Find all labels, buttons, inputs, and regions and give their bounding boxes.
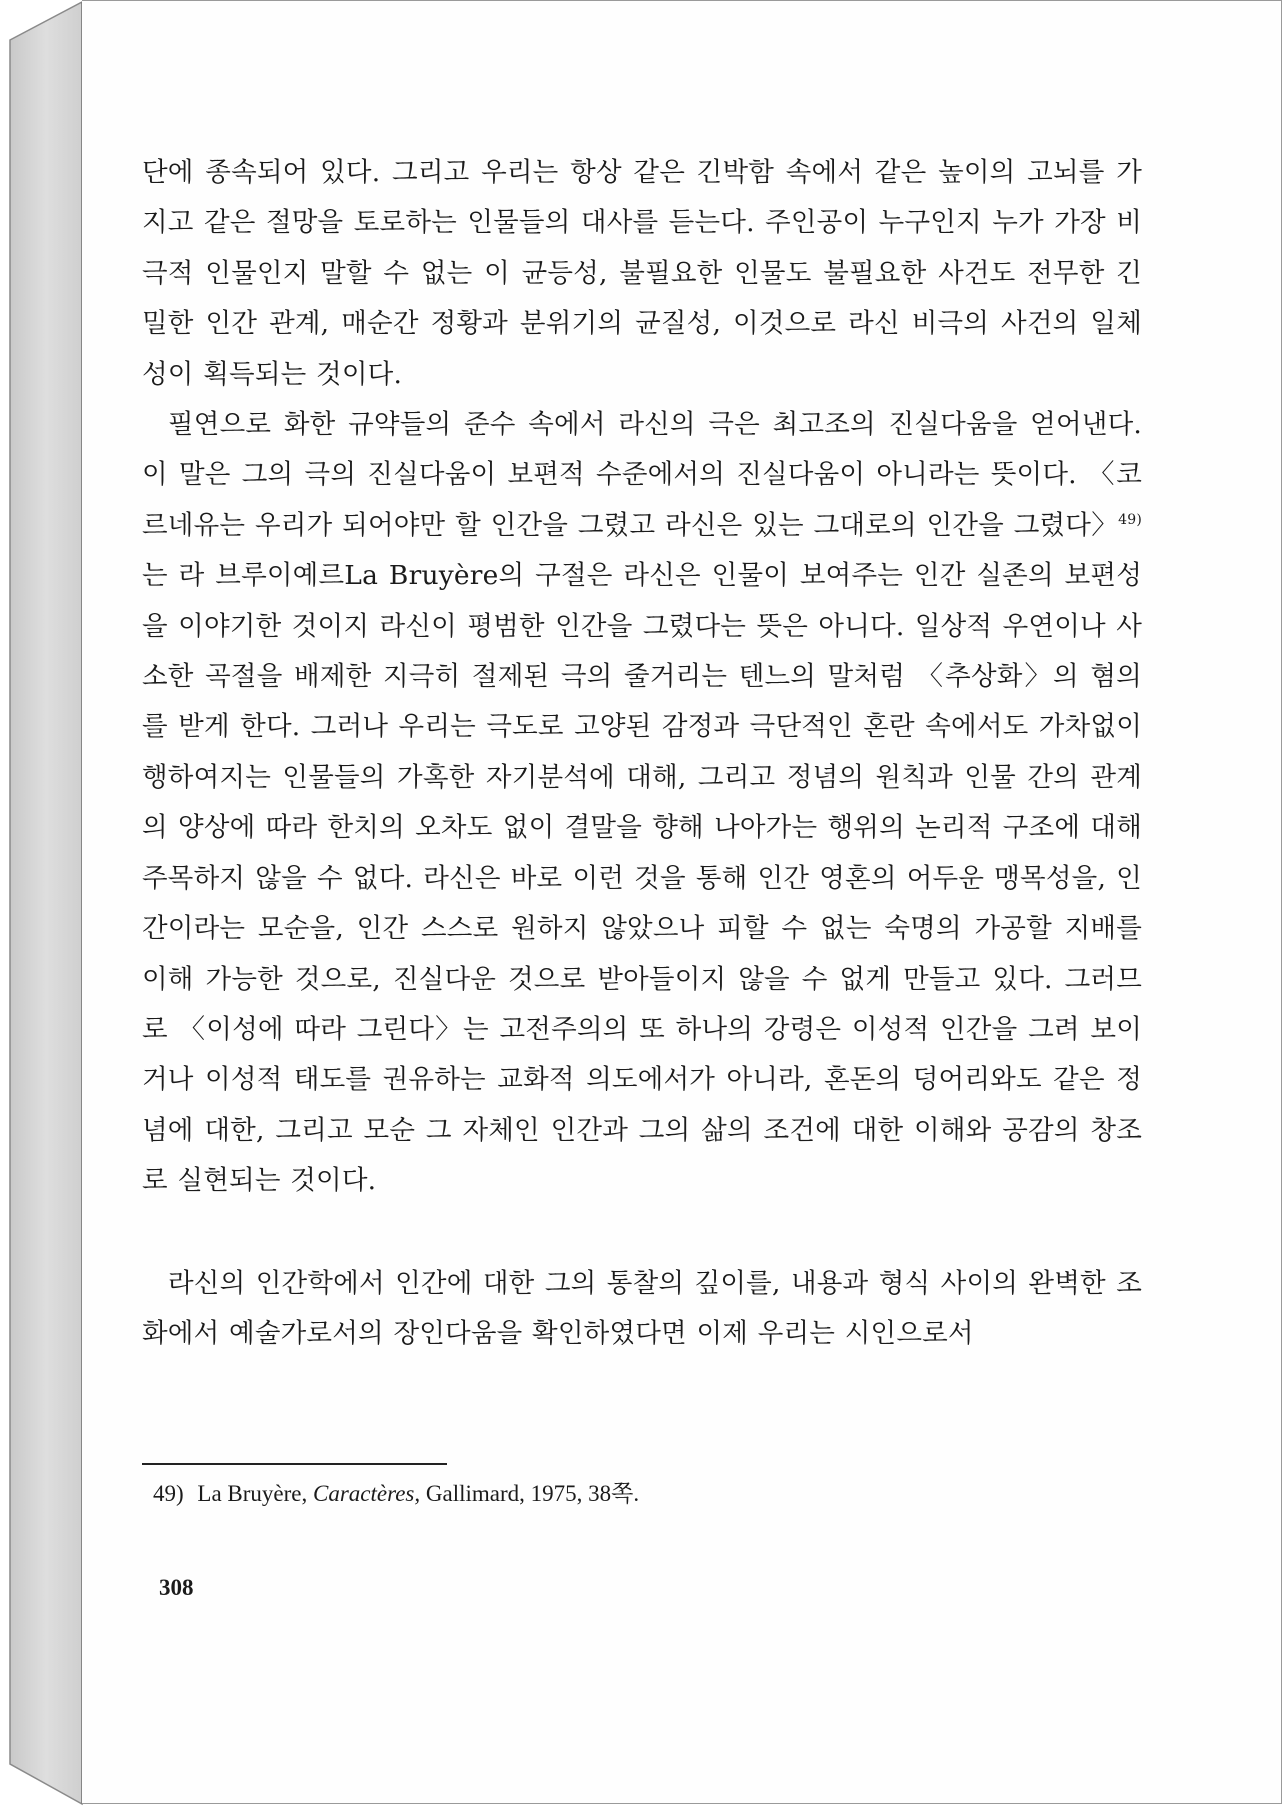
- section-gap: [142, 1207, 1142, 1259]
- footnote-author: La Bruyère,: [197, 1481, 308, 1506]
- paragraph-3: 라신의 인간학에서 인간에 대한 그의 통찰의 깊이를, 내용과 형식 사이의 완벽한 조화에서 예술가로서의 장인다움을 확인하였다면 이제 우리는 시인으로서: [142, 1267, 1142, 1349]
- body-text: [142, 148, 1142, 1359]
- footnote: [153, 1478, 1053, 1510]
- paragraph-2: [142, 400, 1142, 1207]
- footnote-details: Gallimard, 1975, 38쪽.: [425, 1481, 640, 1506]
- footnote-reference: 49): [1118, 512, 1142, 529]
- footnote-number: 49): [153, 1481, 184, 1506]
- page-number: 308: [159, 1575, 194, 1600]
- paragraph-1: 단에 종속되어 있다. 그리고 우리는 항상 같은 긴박함 속에서 같은 높이의 고뇌를 가지고 같은 절망을 토로하는 인물들의 대사를 듣는다. 주인공이 누구인지 누가 가장 비극적 인물인지 말할 수 없는 이 균등성, 불필요한 인물도 불필요한 사건도 전무한 긴밀한 인간 관계, 매순간 정황과 분위기의 균질성, 이것으로 라신 비극의 사건의 일체성이 획득되는 것이다.: [142, 157, 1142, 390]
- footnote-divider: [142, 1463, 447, 1465]
- footnote-title: Caractères,: [313, 1481, 421, 1506]
- paragraph-2-text-after-ref: 는 라 브루이예르La Bruyère의 구절은 라신은 인물이 보여주는 인간 실존의 보편성을 이야기한 것이지 라신이 평범한 인간을 그렸다는 뜻은 아니다. 일상적 우연이나 사소한 곡절을 배제한 지극히 절제된 극의 줄거리는 텐느의 말처럼 〈추상화〉의 혐의를 받게 한다. 그러나 우리는 극도로 고양된 감정과 극단적인 혼란 속에서도 가차없이 행하여지는 인물들의 가혹한 자기분석에 대해, 그리고 정념의 원칙과 인물 간의 관계의 양상에 따라 한치의 오차도 없이 결말을 향해 나아가는 행위의 논리적 구조에 대해 주목하지 않을 수 없다. 라신은 바로 이런 것을 통해 인간 영혼의 어두운 맹목성을, 인간이라는 모순을, 인간 스스로 원하지 않았으나 피할 수 없는 숙명의 가공할 지배를 이해 가능한 것으로, 진실다운 것으로 받아들이지 않을 수 없게 만들고 있다. 그러므로 〈이성에 따라 그린다〉는 고전주의의 또 하나의 강령은 이성적 인간을 그려 보이거나 이성적 태도를 권유하는 교화적 의도에서가 아니라, 혼돈의 덩어리와도 같은 정념에 대한, 그리고 모순 그 자체인 인간과 그의 삶의 조건에 대한 이해와 공감의 창조로 실현되는 것이다.: [142, 560, 1142, 1197]
- paragraph-2-text-before-ref: 필연으로 화한 규약들의 준수 속에서 라신의 극은 최고조의 진실다움을 얻어낸다. 이 말은 그의 극의 진실다움이 보편적 수준에서의 진실다움이 아니라는 뜻이다. 〈코르네유는 우리가 되어야만 할 인간을 그렸고 라신은 있는 그대로의 인간을 그렸다〉: [142, 409, 1142, 541]
